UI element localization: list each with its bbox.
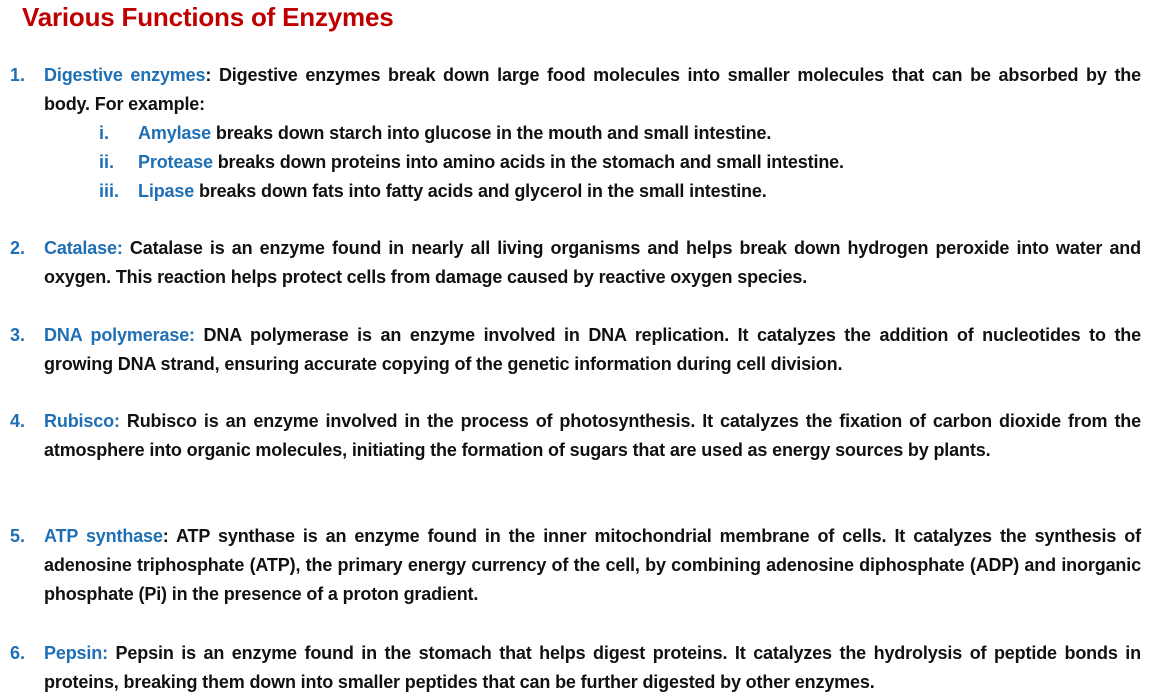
item-number: 4. xyxy=(10,411,26,431)
sublist-item-protease xyxy=(0,148,1150,177)
item-number: 1. xyxy=(10,65,26,85)
item-number: 6. xyxy=(10,643,26,663)
subitem-text: breaks down proteins into amino acids in the stomach and small intestine. xyxy=(212,152,844,172)
subitem-text: breaks down fats into fatty acids and glycerol in the small intestine. xyxy=(194,181,767,201)
subitem-term: Amylase xyxy=(138,123,211,143)
item-paragraph xyxy=(44,639,1141,697)
item-term: ATP synthase xyxy=(44,526,163,546)
item-term: Catalase: xyxy=(44,238,123,258)
item-paragraph xyxy=(44,522,1141,609)
item-number: 5. xyxy=(10,526,26,546)
item-text: DNA polymerase is an enzyme involved in DNA replication. It catalyzes the addition of nucleotides to the growing DNA strand, ensuring accurate copying of the genetic information during cell division. xyxy=(44,325,1141,374)
subitem-paragraph xyxy=(138,148,844,177)
subitem-paragraph xyxy=(138,119,771,148)
item-term: Digestive enzymes xyxy=(44,65,206,85)
subitem-text: breaks down starch into glucose in the mouth and small intestine. xyxy=(211,123,772,143)
subitem-number: iii. xyxy=(99,181,120,201)
subitem-number: i. xyxy=(99,123,110,143)
sublist-item-lipase xyxy=(0,177,1150,206)
item-paragraph xyxy=(44,234,1141,292)
item-separator: : xyxy=(162,526,169,546)
item-text: Catalase is an enzyme found in nearly all living organisms and helps break down hydrogen peroxide into water and oxygen. This reaction helps protect cells from damage caused by reactive oxygen species. xyxy=(44,238,1141,287)
item-text: Rubisco is an enzyme involved in the process of photosynthesis. It catalyzes the fixation of carbon dioxide from the atmosphere into organic molecules, initiating the formation of sugars that are used as energy sources by plants. xyxy=(44,411,1141,460)
item-text: ATP synthase is an enzyme found in the inner mitochondrial membrane of cells. It catalyzes the synthesis of adenosine triphosphate (ATP), the primary energy currency of the cell, by combining adenosine diphosphate (ADP) and inorganic phosphate (Pi) in the presence of a proton gradient. xyxy=(44,526,1141,604)
subitem-term: Lipase xyxy=(138,181,195,201)
item-number: 2. xyxy=(10,238,26,258)
item-term: DNA polymerase: xyxy=(44,325,195,345)
subitem-number: ii. xyxy=(99,152,115,172)
sublist-item-amylase xyxy=(0,119,1150,148)
item-paragraph xyxy=(44,407,1141,465)
item-paragraph xyxy=(44,321,1141,379)
subitem-paragraph xyxy=(138,177,767,206)
page-title: Various Functions of Enzymes xyxy=(22,2,394,32)
item-paragraph xyxy=(44,61,1141,119)
item-text: Digestive enzymes break down large food molecules into smaller molecules that can be absorbed by the body. For example: xyxy=(44,65,1141,114)
item-separator: : xyxy=(205,65,212,85)
subitem-term: Protease xyxy=(138,152,213,172)
item-term: Pepsin: xyxy=(44,643,108,663)
item-number: 3. xyxy=(10,325,26,345)
item-term: Rubisco: xyxy=(44,411,120,431)
item-text: Pepsin is an enzyme found in the stomach that helps digest proteins. It catalyzes the hydrolysis of peptide bonds in proteins, breaking them down into smaller peptides that can be further digested by other enzymes. xyxy=(44,643,1141,692)
